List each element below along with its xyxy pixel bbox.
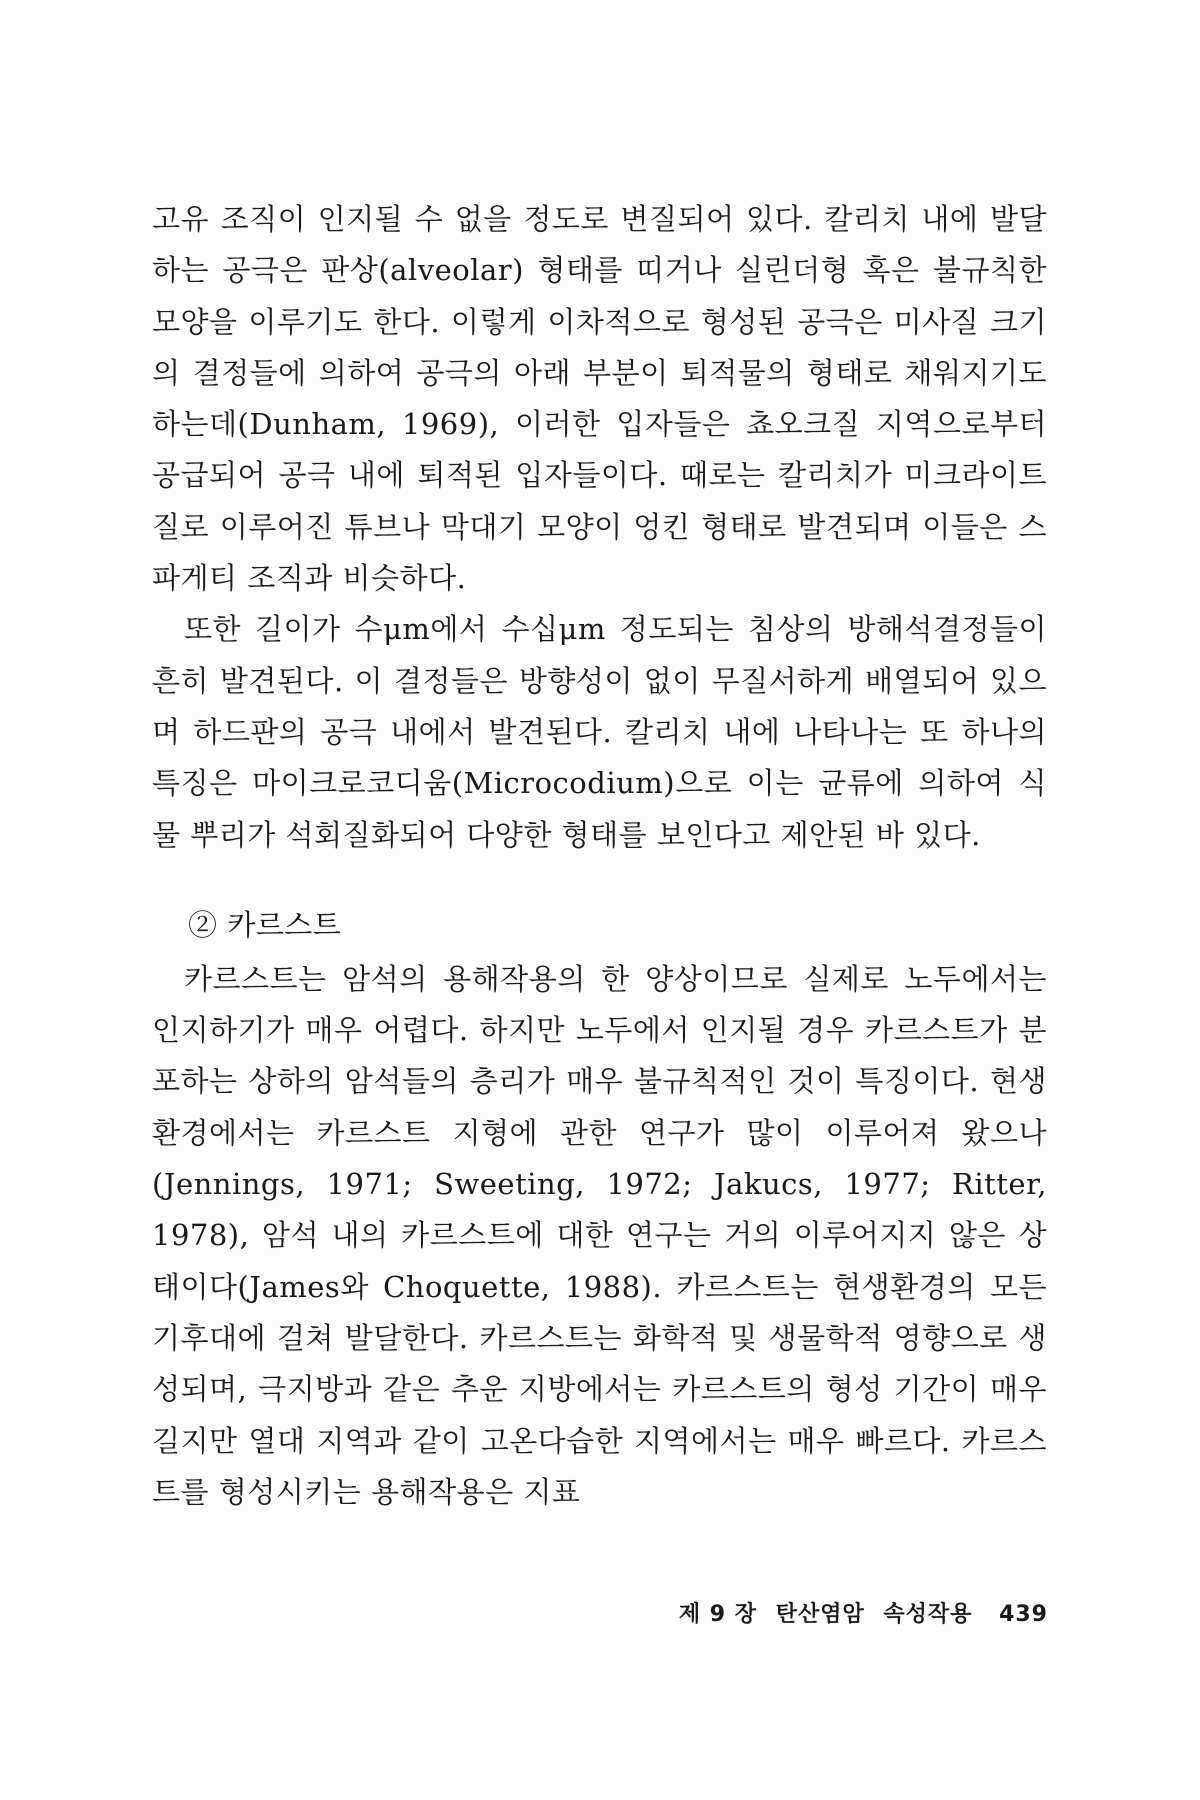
footer-chapter: 제 9 장 — [678, 1602, 758, 1627]
footer-subtitle: 속성작용 — [883, 1602, 973, 1627]
page-number: 439 — [999, 1602, 1048, 1627]
body-text — [152, 194, 1047, 1518]
footer-title: 탄산염암 — [775, 1602, 865, 1627]
paragraph-2: 또한 길이가 수μm에서 수십μm 정도되는 침상의 방해석결정들이 흔히 발견된다. 이 결정들은 방향성이 없이 무질서하게 배열되어 있으며 하드판의 공극 내에서 발견된다. 칼리치 내에 나타나는 또 하나의 특징은 마이크로코디움(Microcodium)으로 이는 균류에 의하여 식물 뿌리가 석회질화되어 다양한 형태를 보인다고 제안된 바 있다. — [152, 612, 1047, 852]
page-footer — [679, 1597, 1048, 1628]
section-heading-karst: ② 카르스트 — [188, 907, 342, 942]
paragraph-1: 고유 조직이 인지될 수 없을 정도로 변질되어 있다. 칼리치 내에 발달하는 공극은 판상(alveolar) 형태를 띠거나 실린더형 혹은 불규칙한 모양을 이루기도 한다. 이렇게 이차적으로 형성된 공극은 미사질 크기의 결정들에 의하여 공극의 아래 부분이 퇴적물의 형태로 채워지기도 하는데(Dunham, 1969), 이러한 입자들은 쵸오크질 지역으로부터 공급되어 공극 내에 퇴적된 입자들이다. 때로는 칼리치가 미크라이트질로 이루어진 튜브나 막대기 모양이 엉킨 형태로 발견되며 이들은 스파게티 조직과 비슷하다. — [152, 202, 1047, 596]
paragraph-3: 카르스트는 암석의 용해작용의 한 양상이므로 실제로 노두에서는 인지하기가 매우 어렵다. 하지만 노두에서 인지될 경우 카르스트가 분포하는 상하의 암석들의 층리가 매우 불규칙적인 것이 특징이다. 현생환경에서는 카르스트 지형에 관한 연구가 많이 이루어져 왔으나(Jennings, 1971; Sweeting, 1972; Jakucs, 1977; Ritter, 1978), 암석 내의 카르스트에 대한 연구는 거의 이루어지지 않은 상태이다(James와 Choquette, 1988). 카르스트는 현생환경의 모든 기후대에 걸쳐 발달한다. 카르스트는 화학적 및 생물학적 영향으로 생성되며, 극지방과 같은 추운 지방에서는 카르스트의 형성 기간이 매우 길지만 열대 지역과 같이 고온다습한 지역에서는 매우 빠르다. 카르스트를 형성시키는 용해작용은 지표 — [152, 961, 1047, 1509]
